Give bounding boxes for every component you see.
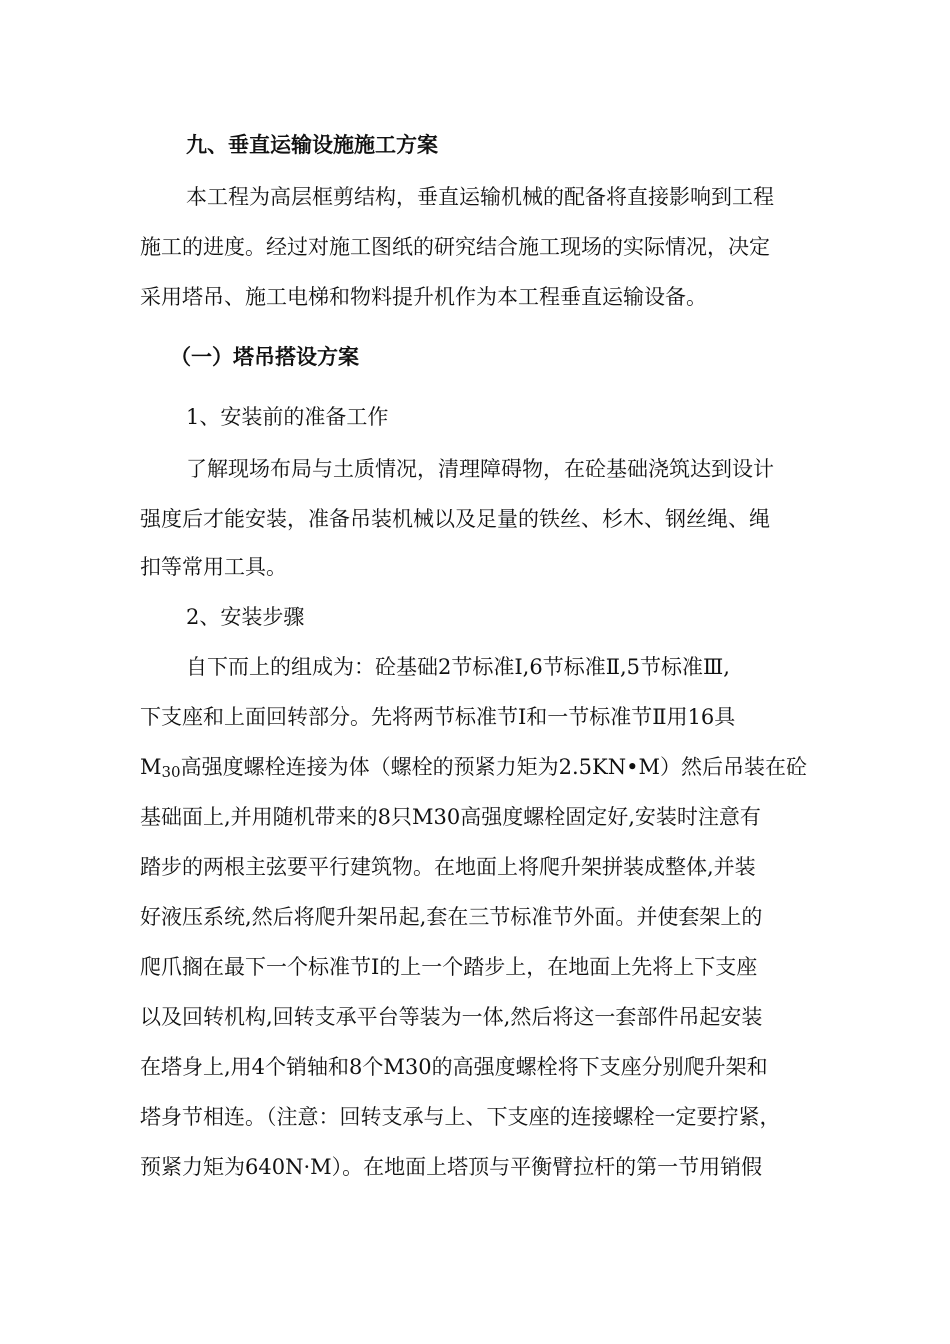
item2-line: 踏步的两根主弦要平行建筑物。在地面上将爬升架拼装成整体,并装	[140, 855, 756, 879]
item2-line: 基础面上,并用随机带来的8只M30高强度螺栓固定好,安装时注意有	[140, 805, 761, 829]
intro-line: 本工程为高层框剪结构，垂直运输机械的配备将直接影响到工程	[186, 185, 774, 209]
item1-line: 强度后才能安装，准备吊装机械以及足量的铁丝、杉木、钢丝绳、绳	[140, 507, 770, 531]
item1-line: 了解现场布局与土质情况，清理障碍物，在砼基础浇筑达到设计	[186, 457, 774, 481]
item2-line: 预紧力矩为640N·M）。在地面上塔顶与平衡臂拉杆的第一节用销假	[140, 1155, 763, 1179]
m30-rest: 高强度螺栓连接为体（螺栓的预紧力矩为2.5KN•M）然后吊装在砼	[180, 755, 807, 779]
item1-title: 1、安装前的准备工作	[186, 405, 389, 429]
item2-line: 爬爪搁在最下一个标准节Ⅰ的上一个踏步上，在地面上先将上下支座	[140, 955, 758, 979]
item2-line: 下支座和上面回转部分。先将两节标准节Ⅰ和一节标准节Ⅱ用16具	[140, 705, 736, 729]
m30-prefix: M	[140, 755, 162, 779]
intro-line: 施工的进度。经过对施工图纸的研究结合施工现场的实际情况，决定	[140, 235, 770, 259]
item1-line: 扣等常用工具。	[140, 555, 287, 579]
intro-line: 采用塔吊、施工电梯和物料提升机作为本工程垂直运输设备。	[140, 285, 707, 309]
item2-title: 2、安装步骤	[186, 605, 305, 629]
item2-line: 以及回转机构,回转支承平台等装为一体,然后将这一套部件吊起安装	[140, 1005, 763, 1029]
subsection-title: （一）塔吊搭设方案	[170, 345, 359, 369]
section-title: 九、垂直运输设施施工方案	[186, 133, 438, 157]
item2-line: 自下而上的组成为：砼基础2节标准Ⅰ,6节标准Ⅱ,5节标准Ⅲ,	[186, 655, 730, 679]
item2-line: 在塔身上,用4个销轴和8个M30的高强度螺栓将下支座分别爬升架和	[140, 1055, 768, 1079]
item2-line: 好液压系统,然后将爬升架吊起,套在三节标准节外面。并使套架上的	[140, 905, 763, 929]
item2-line: 塔身节相连。（注意：回转支承与上、下支座的连接螺栓一定要拧紧，	[140, 1105, 781, 1129]
item2-line-m30	[140, 753, 807, 786]
m30-subscript: 30	[161, 763, 181, 781]
